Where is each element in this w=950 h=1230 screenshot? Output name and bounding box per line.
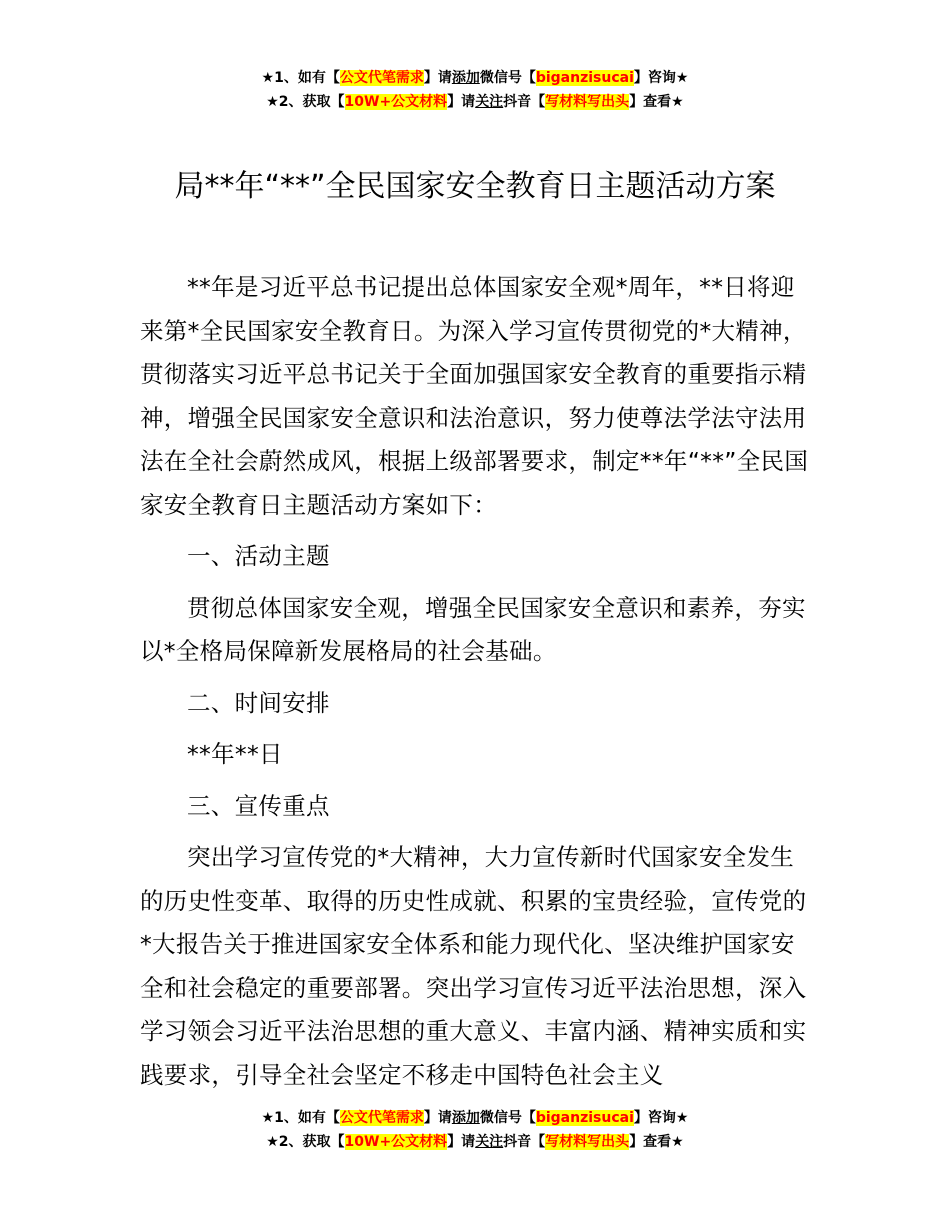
- ad-highlight: 公文代笔需求: [339, 1110, 424, 1126]
- ad-douyin-name: 写材料写出头: [545, 94, 630, 110]
- ad-highlight: 公文代笔需求: [339, 70, 424, 86]
- ad-underlined-text: 关注: [475, 94, 504, 110]
- schedule-paragraph: **年**日: [187, 740, 283, 768]
- ad-text: 】查看★: [629, 1134, 684, 1150]
- ad-text: 】查看★: [629, 94, 684, 110]
- ad-underlined-text: 关注: [475, 1134, 504, 1150]
- ad-text: 】咨询★: [633, 70, 689, 86]
- document-title: 局**年“**”全民国家安全教育日主题活动方案: [174, 169, 776, 204]
- section-heading-schedule: 二、时间安排: [187, 688, 330, 717]
- ad-line-2: [0, 90, 950, 114]
- document-body: [140, 266, 812, 1097]
- ad-text: 】请: [447, 94, 476, 110]
- ad-text: 抖音【: [503, 1134, 546, 1150]
- ad-text: 】请: [423, 70, 452, 86]
- intro-paragraph: **年是习近平总书记提出总体国家安全观*周年，**日将迎来第*全民国家安全教育日。为深入学习宣传贯彻党的*大精神，贯彻落实习近平总书记关于全面加强国家安全教育的重要指示精神，增强全民国家安全意识和法治意识，努力使尊法学法守法用法在全社会蔚然成风，根据上级部署要求，制定**年“**”全民国家安全教育日主题活动方案如下：: [140, 273, 809, 519]
- ad-text: ★1、如有【: [261, 70, 340, 86]
- ad-text: 】请: [423, 1110, 452, 1126]
- ad-text: 抖音【: [503, 94, 546, 110]
- ad-line-2: [0, 1130, 950, 1154]
- ad-text: ★2、获取【: [266, 1134, 345, 1150]
- ad-text: 】请: [447, 1134, 476, 1150]
- section-heading-theme: 一、活动主题: [187, 542, 330, 570]
- header-ad-banner: [0, 66, 950, 114]
- ad-text: ★2、获取【: [266, 94, 345, 110]
- section-heading-focus: 三、宣传重点: [187, 791, 330, 820]
- ad-highlight: 10W+公文材料: [344, 94, 448, 110]
- ad-text: 微信号【: [479, 70, 536, 86]
- theme-paragraph: 贯彻总体国家安全观，增强全民国家安全意识和素养，夯实以*全格局保障新发展格局的社会基础。: [140, 593, 806, 665]
- ad-wechat-id: biganzisucai: [535, 1110, 634, 1126]
- ad-highlight: 10W+公文材料: [344, 1134, 448, 1150]
- footer-ad-banner: [0, 1106, 950, 1154]
- ad-text: 微信号【: [479, 1110, 536, 1126]
- ad-wechat-id: biganzisucai: [535, 70, 634, 86]
- ad-text: 】咨询★: [633, 1110, 689, 1126]
- focus-paragraph: 突出学习宣传党的*大精神，大力宣传新时代国家安全发生的历史性变革、取得的历史性成就、积累的宝贵经验，宣传党的*大报告关于推进国家安全体系和能力现代化、坚决维护国家安全和社会稳定的重要部署。突出学习宣传习近平法治思想，深入学习领会习近平法治思想的重大意义、丰富内涵、精神实质和实践要求，引导全社会坚定不移走中国特色社会主义: [140, 843, 807, 1089]
- ad-douyin-name: 写材料写出头: [545, 1134, 630, 1150]
- ad-underlined-text: 添加: [451, 70, 480, 86]
- ad-underlined-text: 添加: [451, 1110, 480, 1126]
- ad-line-1: [0, 1106, 950, 1130]
- ad-line-1: [0, 66, 950, 90]
- ad-text: ★1、如有【: [261, 1110, 340, 1126]
